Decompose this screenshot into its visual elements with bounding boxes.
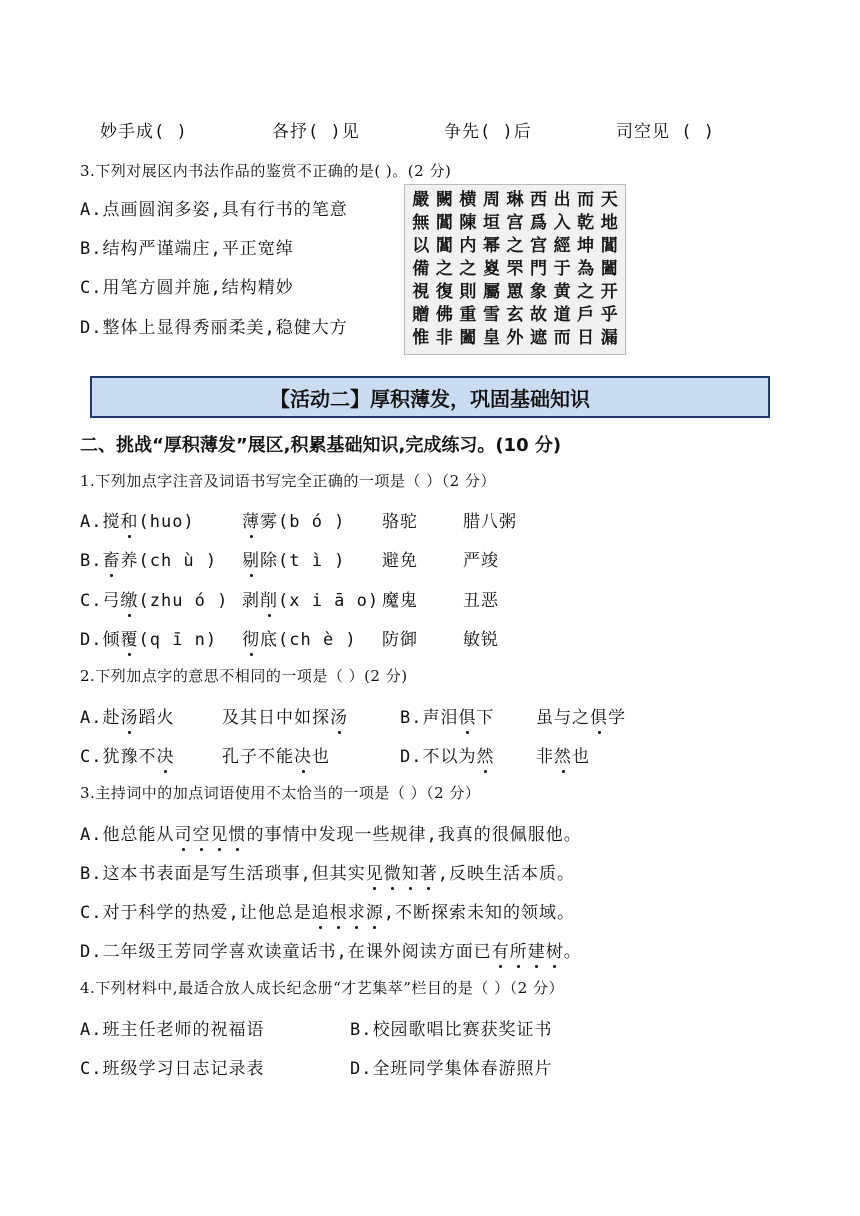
calligraphy-character: 坤	[577, 236, 595, 256]
q2-option-c1: C.犹豫不决	[80, 747, 175, 767]
question-3-option-d: D.整体上显得秀丽柔美,稳健大方	[80, 318, 348, 338]
calligraphy-character: 乎	[600, 305, 618, 325]
q1-c-word2: 剥削(x i ā o)	[242, 591, 380, 611]
calligraphy-character: 備	[412, 259, 430, 279]
calligraphy-character: 而	[577, 190, 595, 210]
calligraphy-character: 非	[435, 328, 453, 348]
calligraphy-character: 贈	[412, 305, 430, 325]
calligraphy-character: 惟	[412, 328, 430, 348]
q2-option-a2: 及其日中如探汤	[222, 708, 348, 728]
calligraphy-character: 爲	[530, 213, 548, 233]
calligraphy-character: 嵏	[482, 259, 500, 279]
q1-d-word2: 彻底(ch è )	[242, 630, 357, 650]
calligraphy-character: 屬	[482, 282, 500, 302]
idiom-blank-4: 司空见 ( )	[616, 122, 715, 142]
activity-two-title: 【活动二】厚积薄发，巩固基础知识	[270, 386, 590, 411]
calligraphy-character: 幂	[482, 236, 500, 256]
calligraphy-character: 开	[600, 282, 618, 302]
calligraphy-character: 重	[459, 305, 477, 325]
q3-stem: 3.主持词中的加点词语使用不太恰当的一项是（ ）（2 分）	[80, 784, 481, 802]
calligraphy-character: 闔	[600, 259, 618, 279]
calligraphy-character: 經	[553, 236, 571, 256]
q4-option-d: D.全班同学集体春游照片	[350, 1059, 553, 1079]
q1-a-word4: 腊八粥	[463, 512, 517, 532]
question-3-option-a: A.点画圆润多姿,具有行书的笔意	[80, 200, 348, 220]
calligraphy-character: 琳	[506, 190, 524, 210]
calligraphy-character: 周	[482, 190, 500, 210]
calligraphy-character: 闕	[435, 190, 453, 210]
idiom-blank-3: 争先( )后	[444, 122, 532, 142]
q4-option-a: A.班主任老师的祝福语	[80, 1020, 265, 1040]
question-3-stem: 3.下列对展区内书法作品的鉴赏不正确的是( )。(2 分)	[80, 162, 452, 180]
q1-b-word3: 避免	[382, 551, 418, 571]
calligraphy-character: 復	[435, 282, 453, 302]
q3-option-a: A.他总能从司空见惯的事情中发现一些规律,我真的很佩服他。	[80, 825, 582, 845]
q4-option-b: B.校园歌唱比赛获奖证书	[350, 1020, 553, 1040]
q1-a-word1: A.搅和(huo)	[80, 512, 195, 532]
question-3-option-b: B.结构严谨端庄,平正宽绰	[80, 239, 294, 259]
q2-option-b1: B.声泪俱下	[400, 708, 495, 728]
calligraphy-character: 闔	[459, 328, 477, 348]
idiom-blank-2: 各抒( )见	[272, 122, 360, 142]
calligraphy-character: 道	[553, 305, 571, 325]
q1-b-word1: B.畜养(ch ù )	[80, 551, 218, 571]
calligraphy-character: 無	[412, 213, 430, 233]
q3-option-c: C.对于科学的热爱,让他总是追根求源,不断探索未知的领域。	[80, 903, 575, 923]
calligraphy-character: 横	[459, 190, 477, 210]
calligraphy-character: 為	[577, 259, 595, 279]
q4-stem: 4.下列材料中,最适合放人成长纪念册“才艺集萃”栏目的是（ ）（2 分）	[80, 979, 564, 997]
q2-option-d2: 非然也	[536, 747, 590, 767]
q1-a-word2: 薄雾(b ó )	[242, 512, 346, 532]
calligraphy-character: 日	[577, 328, 595, 348]
calligraphy-character: 于	[553, 259, 571, 279]
q2-option-b2: 虽与之俱学	[536, 708, 626, 728]
calligraphy-character: 象	[530, 282, 548, 302]
q2-option-a1: A.赴汤蹈火	[80, 708, 175, 728]
activity-two-banner	[90, 376, 770, 418]
calligraphy-character: 黄	[553, 282, 571, 302]
q1-d-word1: D.倾覆(q ī n)	[80, 630, 218, 650]
calligraphy-character: 雪	[482, 305, 500, 325]
calligraphy-character: 戶	[577, 305, 595, 325]
calligraphy-character: 宫	[530, 236, 548, 256]
calligraphy-character: 嚴	[412, 190, 430, 210]
q1-stem: 1.下列加点字注音及词语书写完全正确的一项是（ ）（2 分）	[80, 472, 496, 490]
calligraphy-character: 故	[530, 305, 548, 325]
calligraphy-character: 陳	[459, 213, 477, 233]
calligraphy-artwork-image	[404, 184, 626, 355]
q1-a-word3: 骆驼	[382, 512, 418, 532]
calligraphy-character: 外	[506, 328, 524, 348]
calligraphy-character: 之	[506, 236, 524, 256]
calligraphy-character: 天	[600, 190, 618, 210]
q1-d-word4: 敏锐	[463, 630, 499, 650]
calligraphy-character: 之	[459, 259, 477, 279]
idiom-blank-1: 妙手成( )	[100, 122, 188, 142]
calligraphy-character: 入	[553, 213, 571, 233]
calligraphy-character: 而	[553, 328, 571, 348]
q2-stem: 2.下列加点字的意思不相同的一项是（ ）(2 分)	[80, 667, 408, 685]
calligraphy-character: 遮	[530, 328, 548, 348]
q1-c-word3: 魔鬼	[382, 591, 418, 611]
calligraphy-character: 之	[577, 282, 595, 302]
calligraphy-character: 以	[412, 236, 430, 256]
calligraphy-character: 出	[553, 190, 571, 210]
calligraphy-character: 罳	[506, 282, 524, 302]
calligraphy-character: 之	[435, 259, 453, 279]
q4-option-c: C.班级学习日志记录表	[80, 1059, 265, 1079]
section-two-heading: 二、挑战“厚积薄发”展区,积累基础知识,完成练习。(10 分)	[80, 435, 562, 456]
calligraphy-character: 西	[530, 190, 548, 210]
q2-option-d1: D.不以为然	[400, 747, 495, 767]
q1-c-word4: 丑恶	[463, 591, 499, 611]
calligraphy-character: 乾	[577, 213, 595, 233]
q1-b-word2: 剔除(t ì )	[242, 551, 346, 571]
calligraphy-character: 視	[412, 282, 430, 302]
calligraphy-character: 皇	[482, 328, 500, 348]
calligraphy-character: 宫	[506, 213, 524, 233]
question-3-option-c: C.用笔方圆并施,结构精妙	[80, 278, 294, 298]
calligraphy-character: 玄	[506, 305, 524, 325]
calligraphy-character: 佛	[435, 305, 453, 325]
q1-c-word1: C.弓缴(zhu ó )	[80, 591, 229, 611]
calligraphy-character: 閶	[435, 236, 453, 256]
calligraphy-character: 地	[600, 213, 618, 233]
calligraphy-character: 則	[459, 282, 477, 302]
calligraphy-character: 垣	[482, 213, 500, 233]
q1-d-word3: 防御	[382, 630, 418, 650]
q3-option-b: B.这本书表面是写生活琐事,但其实见微知著,反映生活本质。	[80, 864, 575, 884]
calligraphy-character: 漏	[600, 328, 618, 348]
calligraphy-character: 内	[459, 236, 477, 256]
q2-option-c2: 孔子不能决也	[222, 747, 330, 767]
calligraphy-character: 閶	[435, 213, 453, 233]
q3-option-d: D.二年级王芳同学喜欢读童话书,在课外阅读方面已有所建树。	[80, 942, 582, 962]
calligraphy-character: 罘	[506, 259, 524, 279]
calligraphy-character: 閶	[600, 236, 618, 256]
calligraphy-character: 門	[530, 259, 548, 279]
q1-b-word4: 严竣	[463, 551, 499, 571]
